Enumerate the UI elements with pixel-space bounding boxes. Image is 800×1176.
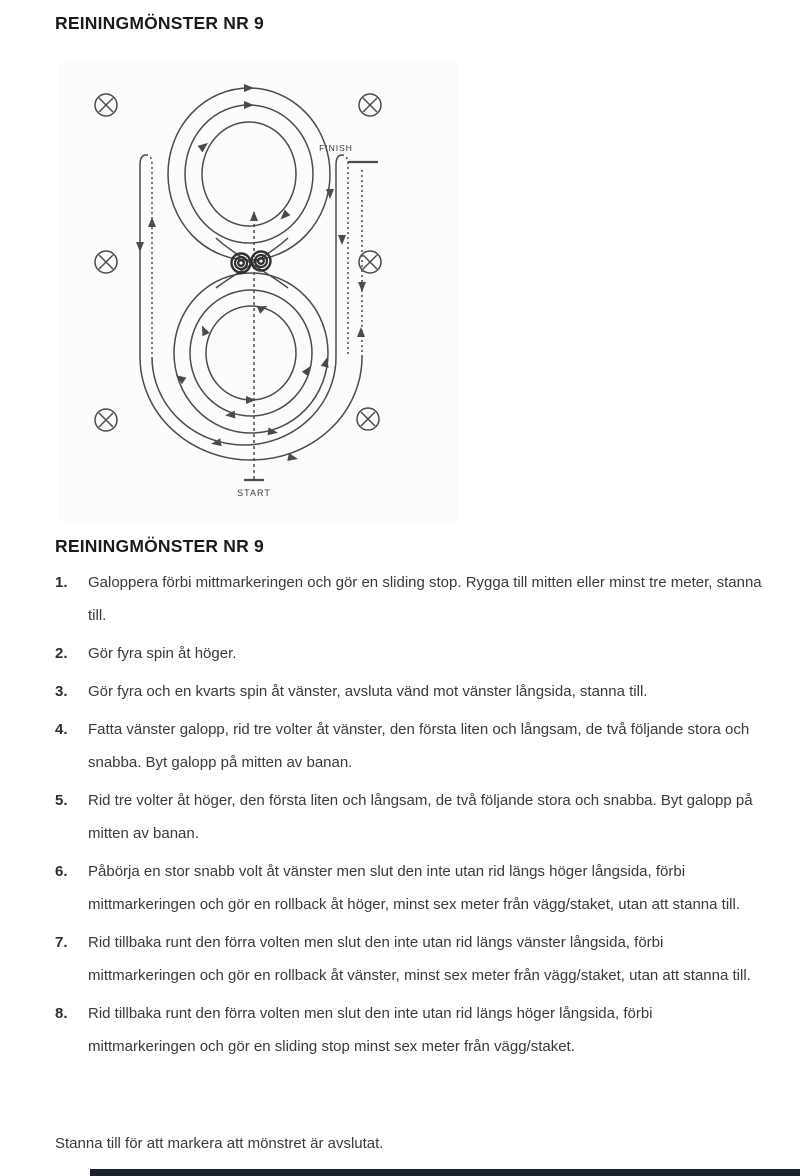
item-text: Rid tillbaka runt den förra volten men slut den inte utan rid längs vänster långsida, förbi mittmarkeringen och gör en rollback åt vänster, minst sex meter från vägg/staket, utan att stanna till. xyxy=(88,934,751,984)
circled-x-icon xyxy=(95,409,117,431)
instruction-list xyxy=(55,566,762,1068)
item-text: Galoppera förbi mittmarkeringen och gör en sliding stop. Rygga till mitten eller minst tre meter, stanna till. xyxy=(88,574,762,624)
item-text: Påbörja en stor snabb volt åt vänster men slut den inte utan rid längs höger långsida, förbi mittmarkeringen och gör en rollback åt höger, minst sex meter från vägg/staket, utan att stanna till. xyxy=(88,863,740,913)
closing-note: Stanna till för att markera att mönstret är avslutat. xyxy=(55,1135,384,1152)
item-text: Rid tre volter åt höger, den första liten och långsam, de två följande stora och snabba. Byt galopp på mitten av banan. xyxy=(88,792,753,842)
circled-x-icon xyxy=(357,408,379,430)
item-number: 7. xyxy=(55,934,68,951)
item-text: Gör fyra och en kvarts spin åt vänster, avsluta vänd mot vänster långsida, stanna till. xyxy=(88,683,648,700)
item-number: 4. xyxy=(55,721,68,738)
list-item xyxy=(55,675,762,708)
item-number: 6. xyxy=(55,863,68,880)
finish-label: FINISH xyxy=(319,143,353,153)
pattern-svg xyxy=(58,62,458,522)
list-item xyxy=(55,997,762,1063)
list-item xyxy=(55,926,762,992)
circled-x-icon xyxy=(359,94,381,116)
page-title: REININGMÖNSTER NR 9 xyxy=(55,13,264,33)
list-item xyxy=(55,566,762,632)
list-item xyxy=(55,637,762,670)
top-circles xyxy=(168,88,330,260)
circled-x-icon xyxy=(95,94,117,116)
right-rundown xyxy=(336,155,348,357)
item-text: Fatta vänster galopp, rid tre volter åt vänster, den första liten och långsam, de två följande stora och snabba. Byt galopp på mitten av banan. xyxy=(88,721,750,771)
item-number: 8. xyxy=(55,1005,68,1022)
left-rundown xyxy=(140,155,152,357)
item-number: 3. xyxy=(55,683,68,700)
spin-marks xyxy=(232,252,271,273)
item-text: Rid tillbaka runt den förra volten men slut den inte utan rid längs höger långsida, förbi mittmarkeringen och gör en sliding stop minst sex meter från vägg/staket. xyxy=(88,1005,653,1055)
next-page-edge xyxy=(90,1169,800,1176)
item-text: Gör fyra spin åt höger. xyxy=(88,645,237,662)
list-item xyxy=(55,855,762,921)
item-number: 1. xyxy=(55,574,68,591)
section-title: REININGMÖNSTER NR 9 xyxy=(55,536,264,556)
reining-pattern-diagram xyxy=(58,62,458,522)
item-number: 2. xyxy=(55,645,68,662)
bottom-circles xyxy=(140,273,362,460)
list-item xyxy=(55,784,762,850)
item-number: 5. xyxy=(55,792,68,809)
circled-x-icon xyxy=(95,251,117,273)
start-label: START xyxy=(237,488,271,498)
list-item xyxy=(55,713,762,779)
